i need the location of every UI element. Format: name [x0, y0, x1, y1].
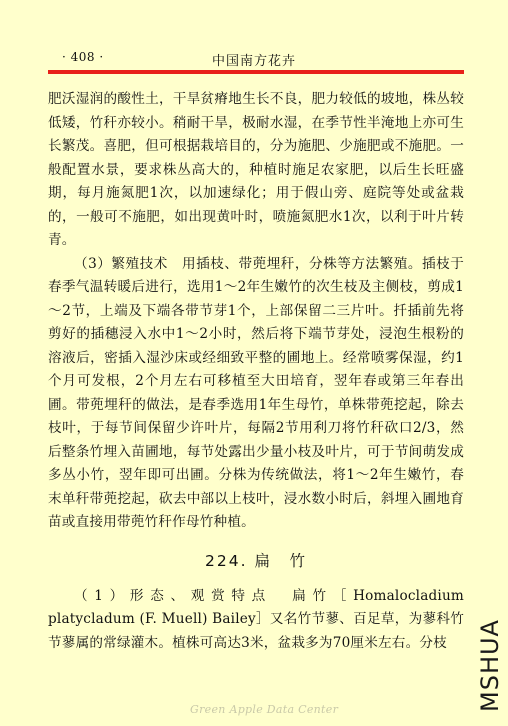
side-watermark — [474, 610, 504, 714]
header-rule — [48, 70, 464, 74]
bottom-watermark: Green Apple Data Center — [190, 703, 339, 716]
page-number: · 408 · — [62, 50, 104, 64]
paragraph-propagation: （3）繁殖技术 用插枝、带蔸埋秆，分株等方法繁殖。插枝于春季气温转暖后进行，选用1～2年生嫩竹的次生枝及主侧枝，剪成1～2节，上端及下端各带节芽1个，上部保留二三片叶。扦插前先将剪好的插穗浸入水中1～2小时，然后将下端节芽处，浸泡生根粉的溶液后，密插入湿沙床或经细致平整的圃地上。经常喷雾保湿，约1个月可发根，2个月左右可移植至大田培育，翌年春或第三年春出圃。带蔸埋秆的做法，是春季选用1年生母竹，单株带蔸挖起，除去枝叶，于每节间保留少许叶片，每隔2节用利刀将竹秆砍口2/3，然后整条竹埋入苗圃地，每节处露出少量小枝及叶片，可于节间萌发成多丛小竹，翌年即可出圃。分株为传统做法，将1～2年生嫩竹，春末单秆带蔸挖起，砍去中部以上枝叶，浸水数小时后，斜埋入圃地育苗或直接用带蔸竹秆作母竹种植。 — [48, 255, 464, 530]
section-heading: 224. 扁 竹 — [205, 551, 307, 570]
page-header — [62, 50, 462, 70]
side-watermark-text: MSHUA — [476, 619, 504, 712]
paragraph-continued: 肥沃湿润的酸性土，干旱贫瘠地生长不良，肥力较低的坡地，株丛较低矮，竹秆亦较小。稍耐干旱，极耐水湿，在季节性半淹地上亦可生长繁茂。喜肥，但可根据栽培目的，分为施肥、少施肥或不施肥。一般配置水景，要求株丛高大的，种植时施足农家肥，以后生长旺盛期，每月施氮肥1次，以加速绿化；用于假山旁、庭院等处或盆栽的，一般可不施肥，如出现黄叶时，喷施氮肥水1次，以利于叶片转青。 — [48, 91, 464, 248]
page-body — [48, 88, 464, 655]
paragraph-morphology: （1）形态、观赏特点 扁竹［Homalocladium platycladum (F. Muell) Bailey］又名竹节蓼、百足草，为蓼科竹节蓼属的常绿灌木。植株可高达3米，盆栽多为70厘米左右。分枝 — [48, 587, 464, 651]
running-title: 中国南方花卉 — [212, 54, 297, 69]
